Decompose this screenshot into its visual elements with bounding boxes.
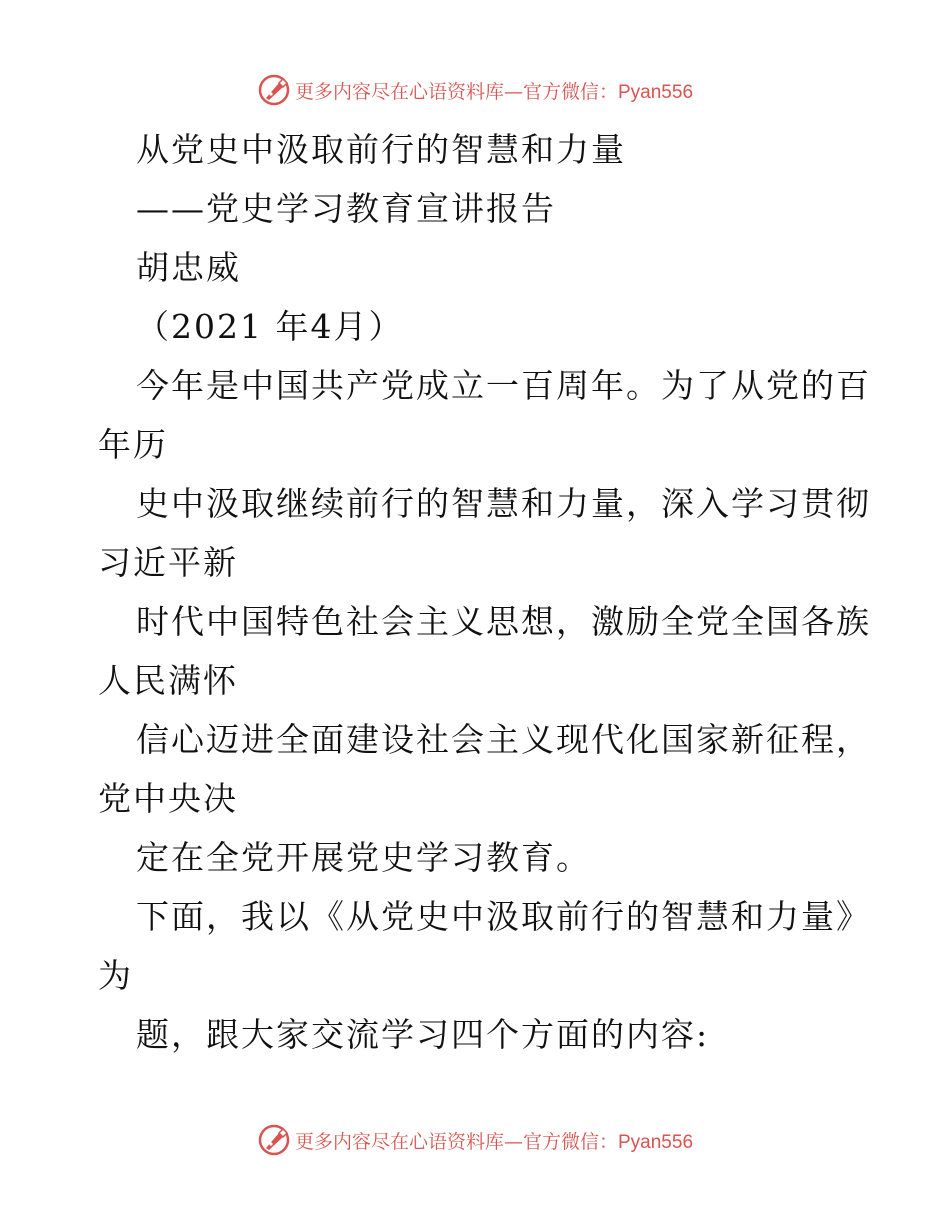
- watermark-text: 更多内容尽在心语资料库—官方微信：: [294, 80, 618, 103]
- document-body: [98, 120, 871, 1064]
- paragraph-line: 史中汲取继续前行的智慧和力量，深入学习贯彻: [136, 484, 871, 523]
- paragraph-line: 下面，我以《从党史中汲取前行的智慧和力量》: [136, 897, 871, 936]
- paragraph-line: 习近平新: [98, 543, 238, 582]
- paragraph-line: 年历: [98, 425, 168, 464]
- paragraph-line: 人民满怀: [98, 661, 238, 700]
- document-subtitle: ——党史学习教育宣讲报告: [136, 189, 556, 228]
- watermark-wechat-id: Pyan556: [618, 1131, 694, 1153]
- watermark-text: 更多内容尽在心语资料库—官方微信：: [294, 1130, 618, 1153]
- document-date: （2021 年4月）: [136, 307, 404, 346]
- paragraph-line: 定在全党开展党史学习教育。: [136, 838, 591, 877]
- paragraph-line: 信心迈进全面建设社会主义现代化国家新征程，: [136, 720, 871, 759]
- pen-nib-seal-icon: [257, 73, 291, 107]
- pen-nib-seal-icon: [257, 1123, 291, 1157]
- document-title: 从党史中汲取前行的智慧和力量: [136, 130, 626, 169]
- header-watermark: [0, 70, 950, 110]
- watermark-wechat-id: Pyan556: [618, 81, 694, 103]
- paragraph-line: 今年是中国共产党成立一百周年。为了从党的百: [136, 366, 871, 405]
- paragraph-line: 为: [98, 956, 133, 995]
- paragraph-line: 时代中国特色社会主义思想，激励全党全国各族: [136, 602, 871, 641]
- paragraph-line: 题，跟大家交流学习四个方面的内容:: [136, 1015, 710, 1054]
- paragraph-line: 党中央决: [98, 779, 238, 818]
- author-name: 胡忠威: [136, 248, 241, 287]
- footer-watermark: [0, 1120, 950, 1160]
